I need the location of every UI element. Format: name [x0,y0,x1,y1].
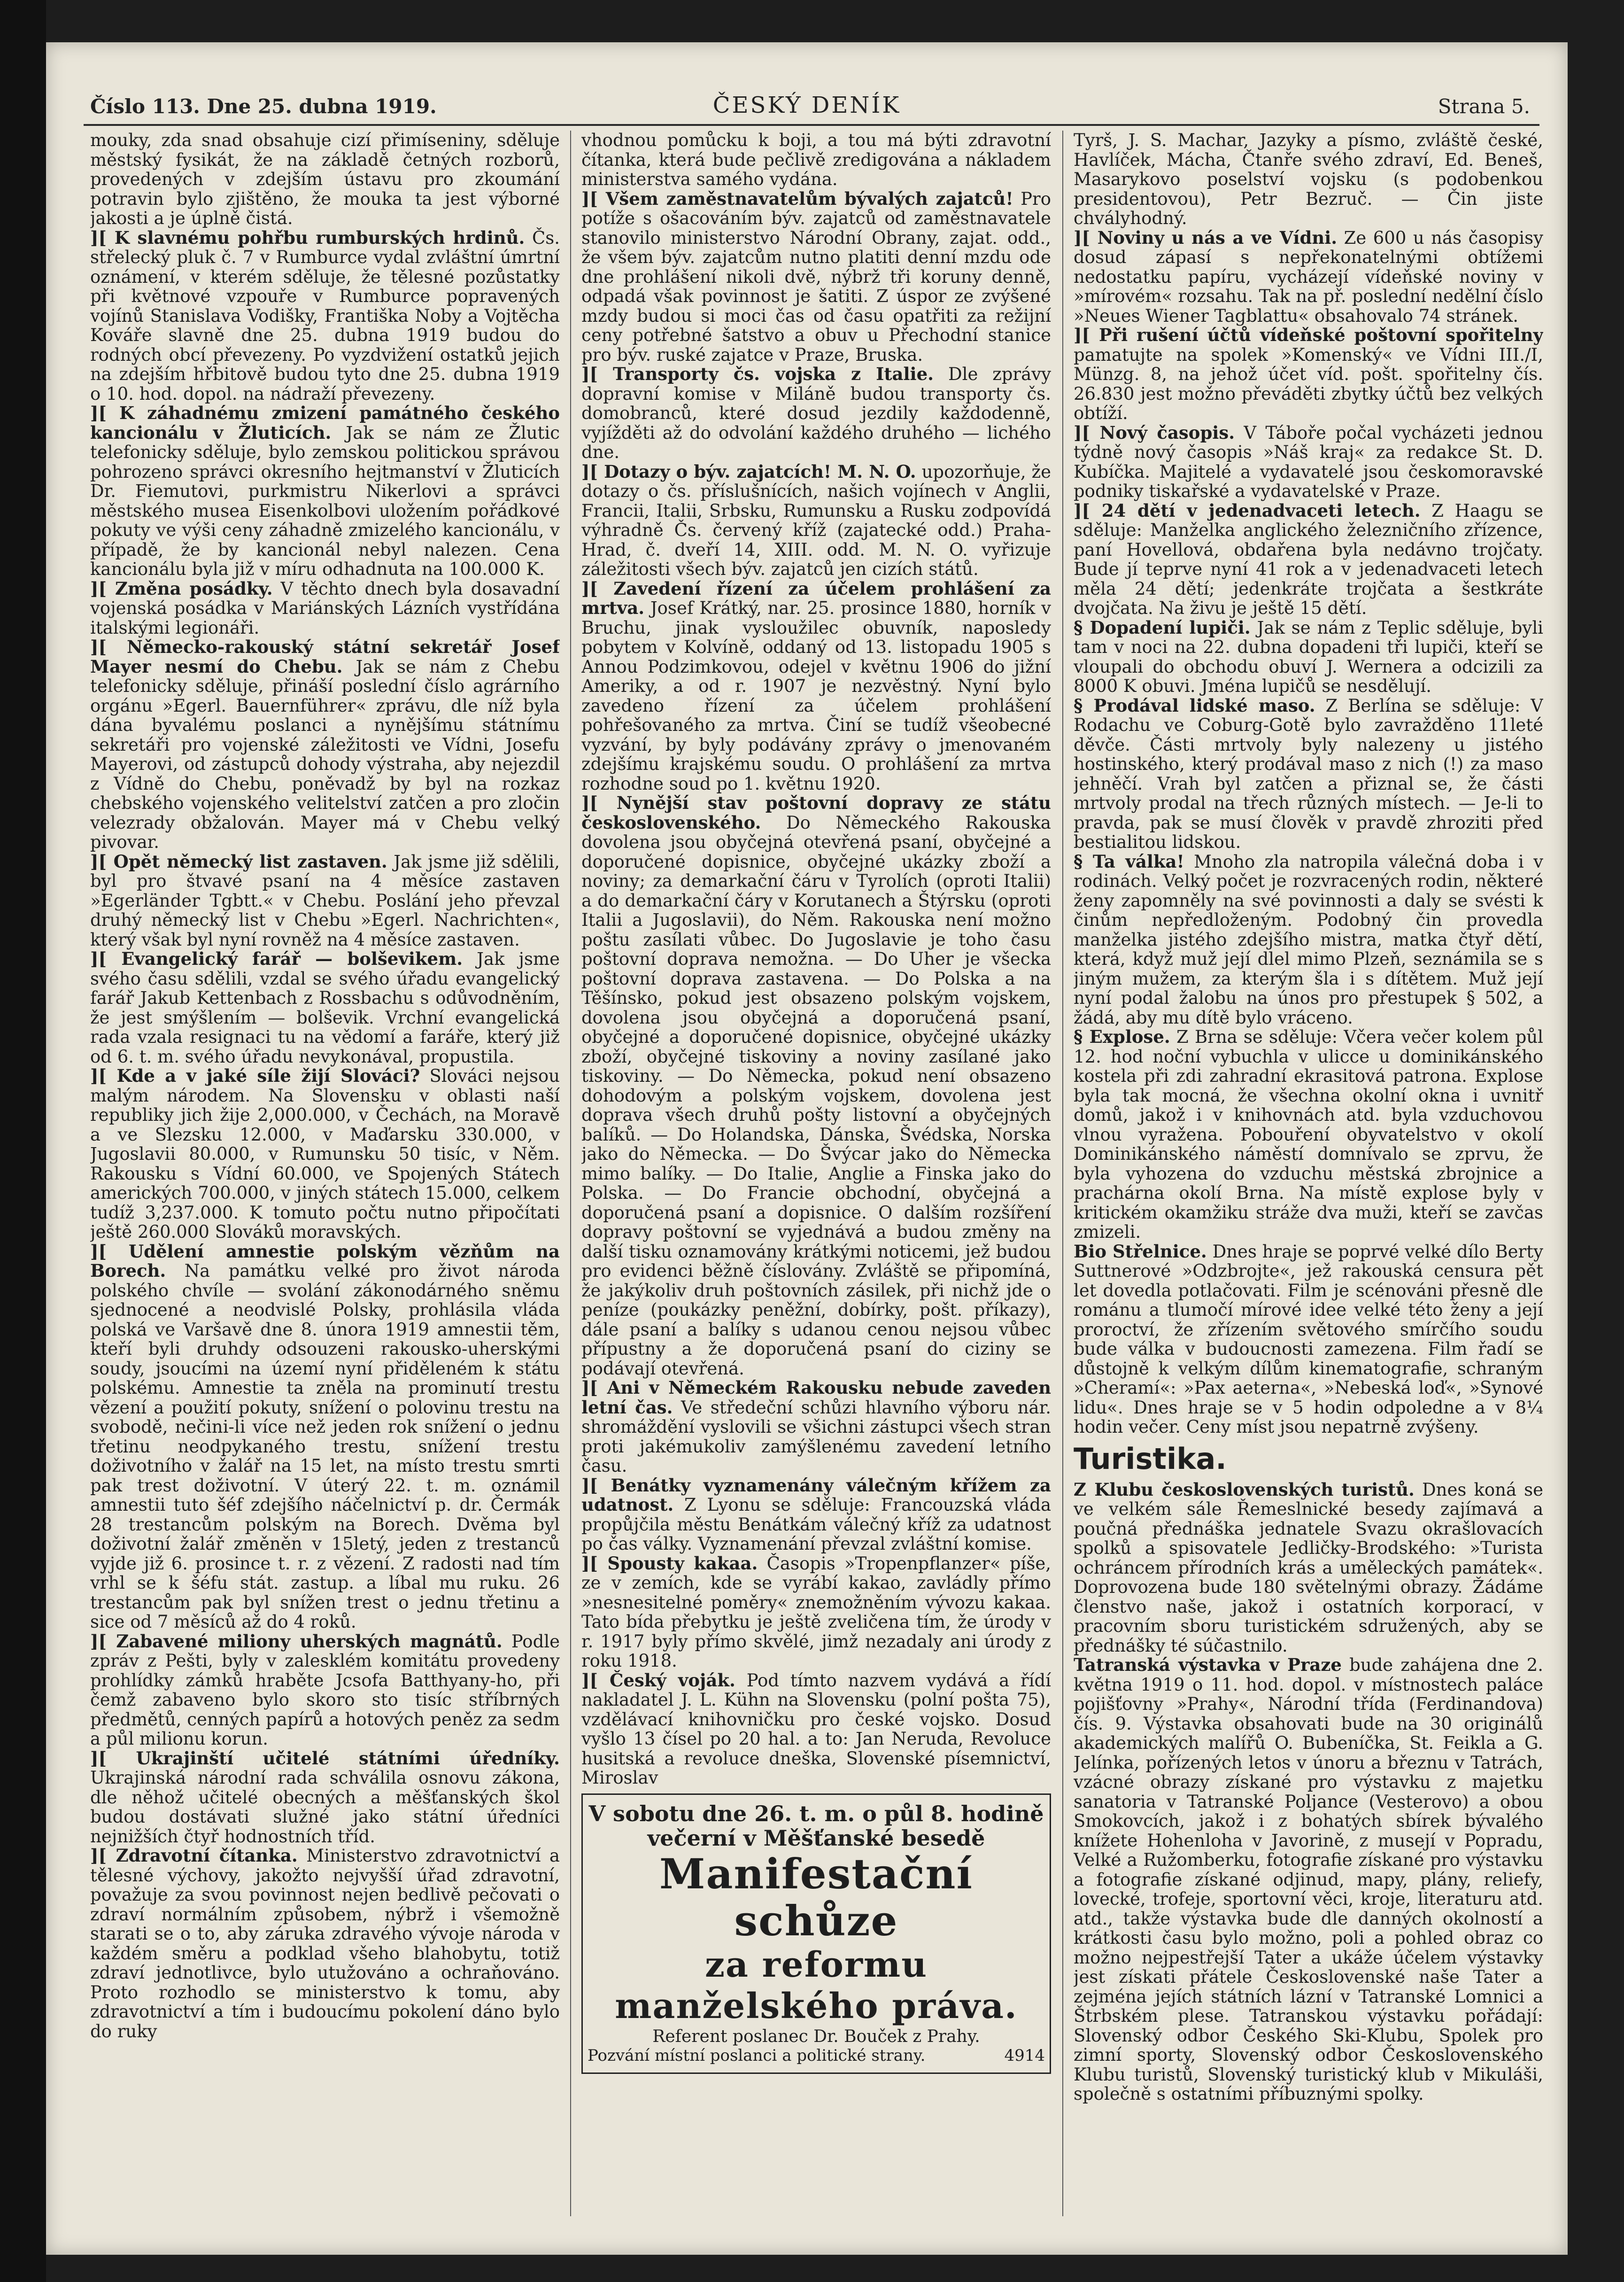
column-2 [581,131,1051,2216]
article-text: V těchto dnech byla dosavadní vojenská posádka v Mariánských Lázních vystřídána italskými legionáři. [90,578,560,638]
article-text: Z Lyonu se sděluje: Francouzská vláda propůjčila městu Benátkám válečný kříž za udatnost po čas války. Vyznamenání převzal zvláštní komise. [581,1495,1051,1554]
article-paragraph [581,1671,1051,1788]
ad-footer [588,2046,1045,2066]
article-text: Ministerstvo zdravotnictví a tělesné výchovy, jakožto nejvyšší úřad zdravotní, považuje za svou povinnost nejen bedlivě pečovati o zdraví normálním způsobem, nýbrž i všemožně starati se o to, aby záruka zdravého vývoje národa v každém směru a podklad všeho blahobytu, totiž zdraví jednotlivce, bylo utužováno a ochraňováno. Proto rozhodlo se ministerstvo k tomu, aby zdravotnictví a tím i budoucímu pokolení dáno bylo do ruky [90,1846,560,2041]
article-headline: § Ta válka! [1074,851,1184,872]
article-paragraph [1074,131,1543,228]
article-paragraph [1074,228,1543,326]
article-paragraph [581,579,1051,794]
article-paragraph [581,365,1051,462]
article-paragraph [1074,1655,1543,2104]
article-paragraph [1074,423,1543,501]
article-text: Jak se nám ze Žlutic telefonicky sděluje, bylo zemskou politickou správou pohrozeno správci okresního hejtmanství v Žluticích Dr. Fiemutovi, purkmistru Nikerlovi a správci městského musea Eisenkolbovi uložením pořádkové pokuty ve výši ceny záhadně zmizelého kancionálu, v případě, že by kancionál nebyl nalezen. Cena kancionálu byla již v míru odhadnuta na 100.000 K. [90,422,560,579]
article-paragraph [90,1846,560,2041]
ad-speaker: Referent poslanec Dr. Bouček z Prahy. [652,2026,980,2046]
article-text: Časopis »Tropenpflanzer« píše, ze v zemích, kde se vyrábí kakao, zavládly přímo »nesnesitelné poměry« znemožněním vývozu kakaa. Tato bída přebytku je ještě zveličena tím, že úrody v r. 1917 byly přímo skvělé, jimž nezadaly ani úrody z roku 1918. [581,1553,1051,1671]
article-paragraph [581,1476,1051,1554]
article-text: upozorňuje, že dotazy o čs. příslušnících, našich vojínech v Anglii, Francii, Italii, Srbsku, Rumunsku a Rusku zodpovídá výhradně Čs. červený kříž (zajatecké odd.) Praha-Hrad, č. dveří 14, XIII. odd. M. N. O. vyřizuje záležitosti všech býv. zajatců jen cizích států. [581,461,1051,579]
article-text: Z Brna se sděluje: Včera večer kolem půl 12. hod noční vybuchla v ulicce u dominikánského kostela při zdi zahradní ekrasitová patrona. Explose byla tak mocná, že všechna okolní okna i uvnitř domů, jakož i v knihovnách atd. byla vzduchovou vlnou vyražena. Pobouření obyvatelstvo v okolí Dominikánského náměstí domnívalo se zprvu, že byla vyhozena do vzduchu městská zbrojnice a prachárna okolí Brna. Na místě explose byly v kritickém okamžiku stráže dva muži, kteří se zavčas zmizeli. [1074,1027,1543,1242]
article-text: Ze 600 u nás časopisy dosud zápasí s nepřekonatelnými obtížemi nedostatku papíru, vycházejí vídeňské noviny v »mírovém« rozsahu. Tak na př. poslední nedělní číslo »Neues Wiener Tagblattu« obsahovalo 74 stránek. [1074,227,1543,326]
article-headline: ][ Zdravotní čítanka. [90,1845,298,1866]
article-paragraph [581,1378,1051,1476]
article-paragraph [1074,618,1543,696]
article-headline: ][ Spousty kakaa. [581,1552,758,1574]
article-text: Pod tímto nazvem vydává a řídí nakladatel J. L. Kühn na Slovensku (polní pošta 75), vzdělávací knihovničku pro české vojsko. Dosud vyšlo 13 čísel po 20 hal. a to: Jan Neruda, Revoluce husitská a revoluce dneška, Slovenské písemnictví, Miroslav [581,1670,1051,1788]
article-headline: ][ 24 dětí v jedenadvaceti letech. [1074,500,1421,521]
article-paragraph [581,189,1051,365]
article-headline: ][ Udělení amnestie polským vězňům na Borech. [90,1241,560,1281]
article-text: Jak jsme svého času sdělili, vzdal se svého úřadu evangelický farář Jakub Kettenbach z Rossbachu s odůvodněním, že jest smýšlením — bolševik. Vrchní evangelická rada vzala resignaci tu na vědomí a faráře, který již od 6. t. m. svého úřadu nevykonával, propustila. [90,949,560,1067]
article-text: Jak jsme již sdělili, byl pro štvavé psaní na 4 měsíce zastaven »Egerländer Tgbtt.« v Chebu. Poslání jeho převzal druhý německý list v Chebu »Egerl. Nachrichten«, který však byl nyní rovněž na 4 měsíce zastaven. [90,851,560,950]
article-headline: ][ Německo-rakouský státní sekretář Josef Mayer nesmí do Chebu. [90,636,560,677]
article-headline: § Explose. [1074,1026,1170,1047]
ad-invitation: Pozvání místní poslanci a politické strany. [588,2046,926,2065]
article-text: Pro potíže s ošacováním býv. zajatců od zaměstnavatele stanovilo ministerstvo Národní Obrany, zajat. odd., že všem býv. zajatcům nutno platiti denní mzdu ode dne prohlášení nikoli dvě, nýbrž tři koruny denně, odpadá však povinnost je šatiti. Z úspor ze zvýšené mzdy budou si moci čas od času opatřiti za režijní ceny potřebné šatstvo a obuv u Přechodní stanice pro býv. ruské zajatce v Praze, Bruska. [581,188,1051,365]
article-headline: ][ Benátky vyznamenány válečným křížem za udatnost. [581,1475,1051,1515]
article-headline: Z Klubu československých turistů. [1074,1479,1415,1500]
article-text: vhodnou pomůcku k boji, a tou má býti zdravotní čítanka, která bude pečlivě zredigována a nákladem ministerstva samého vydána. [581,131,1051,189]
article-text: Ukrajinská národní rada schválila osnovu zákona, dle něhož učitelé obecných a měšťanských škol budou dostávati služné jako státní úředníci nejnižších čtyř hodnostních tříd. [90,1768,560,1847]
article-paragraph [581,1554,1051,1671]
article-paragraph [90,852,560,950]
article-paragraph [581,793,1051,1378]
column-divider [570,131,571,2216]
article-paragraph [1074,852,1543,1028]
article-headline: ][ Zabavené miliony uherských magnátů. [90,1630,503,1652]
ad-line-1: V sobotu dne 26. t. m. o půl 8. hodině večerní v Měšťanské besedě [588,1801,1044,1851]
ad-subheadline: za reformu manželského práva. [615,1944,1018,2026]
article-paragraph [90,949,560,1066]
article-headline: ][ Ani v Německém Rakousku nebude zaveden letní čas. [581,1377,1051,1418]
column-3 [1074,131,1543,2216]
newspaper-page [46,42,1568,2255]
article-headline: Bio Střelnice. [1074,1241,1207,1262]
article-text: Slováci nejsou malým národem. Na Slovensku v oblasti naší republiky jich žije 2,000.000, v Čechách, na Moravě a ve Slezsku 12.000, v Maďarsku 330.000, v Jugoslavii 80.000, v Rumunsku 50 tisíc, v Něm. Rakousku s Vídní 60.000, ve Spojených Státech amerických 700.000, v jiných státech 15.000, celkem tudíž 3,237.000. K tomuto počtu nutno připočítati ještě 260.000 Slováků moravských. [90,1066,560,1242]
column-divider [1062,131,1063,2216]
article-headline: ][ Všem zaměstnavatelům bývalých zajatců! [581,188,1013,209]
article-paragraph [1074,696,1543,852]
article-paragraph [581,462,1051,579]
article-text: Tyrš, J. S. Machar, Jazyky a písmo, zvláště české, Havlíček, Mácha, Čtanře svého zdraví, Ed. Beneš, Masarykovo poselství vojsku (s podobenkou presidentovou), Petr Bezruč. — Čin jiste chvályhodný. [1074,131,1543,228]
article-paragraph [1074,1242,1543,1437]
ad-code: 4914 [1004,2046,1045,2065]
article-text: Dle zprávy dopravní komise v Miláně budou transporty čs. domobranců, které dosud jezdily každodenně, vyjížděti až do odvolání každého druhého — lichého dne. [581,364,1051,462]
article-headline: ][ Změna posádky. [90,578,273,599]
article-text: Mnoho zla natropila válečná doba i v rodinách. Velký počet je rozvracených rodin, některé ženy zapomněly na své povinnosti a daly se svésti k činům nepředloženým. Podobný čin provedla manželka jistého zdejšího mistra, matka čtyř dětí, která, když muž její dlel mimo Plzeň, seznámila se s jiným mužem, za kterým šla i s dítětem. Muž její nyní podal žalobu na únos pro přestupek § 502, a žádá, aby mu dítě bylo vráceno. [1074,851,1543,1028]
section-heading-turistika: Turistika. [1074,1441,1227,1476]
article-text: Dnes koná se ve velkém sále Řemeslnické besedy zajímavá a poučná přednáška jednatele Svazu okrašlovacích spolků a spisovatele Jedličky-Brodského: »Turista ochráncem přírodních krás a uměleckých památek«. Doprovozena bude 180 světelnými obrazy. Žádáme členstvo naše, jakož i ostatních korporací, v pracovním sboru turistickém sdružených, aby se přednášky té súčastnilo. [1074,1479,1543,1656]
column-1 [90,131,560,2216]
article-headline: ][ K záhadnému zmizení památného českého kancionálu v Žluticích. [90,403,560,443]
article-paragraph [90,131,560,228]
article-paragraph [1074,326,1543,423]
article-text: Jak se nám z Chebu telefonicky sděluje, přináší poslední číslo agrárního orgánu »Egerl. Bauernführer« zprávu, dle níž byla dána byvalému poslanci a nynějšímu státnímu sekretáři pro vojenské záležitosti ve Vídni, Josefu Mayerovi, od zástupců dohody výstraha, aby nejezdil z Vídně do Chebu, poněvadž by byl na rozkaz chebského vojenského velitelství zatčen a pro zločin velezrady obžalován. Mayer má v Chebu velký pivovar. [90,656,560,852]
article-headline: ][ Transporty čs. vojska z Italie. [581,364,934,384]
article-paragraph [90,1242,560,1632]
article-text: Jak se nám z Teplic sděluje, byli tam v noci na 22. dubna dopadeni tři lupiči, kteří se vloupali do obchodu obuví J. Wernera a odcizili za 8000 K obuvi. Jména lupičů se nesdělují. [1074,617,1543,696]
article-headline: ][ Český voják. [581,1669,735,1691]
article-paragraph [1074,501,1543,618]
article-text: bude zahájena dne 2. května 1919 o 11. hod. dopol. v místnostech paláce pojišťovny »Prahy«, Národní třída (Ferdinandova) čís. 9. Výstavka obsahovati bude na 30 originálů akademických malířů O. Bubeníčka, St. Feikla a G. Jelínka, pořízených letos v únoru a březnu v Tatrách, vzácné obrazy získané pro výstavku z majetku sanatoria v Tatranské Poljance (Vesterovo) a obou Smokovcích, jakož i z bohatých sbírek bývalého knížete Hohenloha v Javorině, z musejí v Popradu, Velké a Ružomberku, fotografie získané pro výstavku a fotografie získané odjinud, mapy, plány, reliefy, lovecké, trofeje, sportovní věci, kroje, literaturu atd. atd., takže výstavka bude dle danných okolností a krátkosti času bylo možno, poli a pohled obraz co možno nejpestřejší Tater a ukáže účelem výstavky jest získati přátele Československé naše Tater a zejména jejích státních lázní v Tatranské Lomnici a Štrbském plese. Tatranskou výstavku pořádají: Slovenský odbor Českého Ski-Klubu, Spolek pro zimní sporty, Slovenský odbor Československého Klubu turistů, Slovenský turistický klub v Mikuláši, společně s ostatními příbuznými spolky. [1074,1655,1543,2104]
article-headline: § Prodával lidské maso. [1074,695,1315,716]
article-paragraph [1074,1480,1543,1656]
article-headline: ][ K slavnému pohřbu rumburských hrdinů. [90,227,525,248]
article-headline: ][ Opět německý list zastaven. [90,851,387,872]
article-text: Na památku velké pro život národa polského chvíle — svolání zákonodárného sněmu sjednocené a neodvislé Polsky, prohlásila vláda polská ve Varšavě dne 8. února 1919 amnestii těm, kteří byli druhdy odsouzeni rakousko-uherskými soudy, jsoucími na území nyní přiděleném k státu polskému. Amnestie ta zněla na prominutí trestu vězení a použití pokuty, snížení o polovinu trestu na svobodě, nečini-li více než jeden rok snížení o jednu třetinu neodpykaného trestu, snížení trestu doživotního v žalář na 15 let, na místo trestu smrti pak trest doživotní. V úterý 22. t. m. oznámil amnestii tuto šéf zdejšího náčelnictví p. dr. Čermák 28 trestancům polským na Borech. Dvěma byl doživotní žalář změněn v 15letý, jeden z trestanců vyjde již 6. prosince t. r. z vězení. Z radosti nad tím vrhl se k šéfu stát. zastup. a líbal mu ruku. 26 trestancům pak byl snížen trest o jednu třetinu a sice od 7 měsíců až do 4 roků. [90,1261,560,1632]
article-headline: ][ Ukrajinští učitelé státními úředníky. [90,1747,560,1769]
article-text: Do Německého Rakouska dovolena jsou obyčejná otevřená psaní, obyčejné a doporučené dopisnice, obyčejné ukázky zboží a noviny; za demarkační čáru v Tyrolích (oproti Italii) a do demarkační čáry v Korutanech a Štýrsku (oproti Italii a Jugoslavii), do Něm. Rakouska není možno poštu zasílati vůbec. Do Jugoslavie je toho času poštovní doprava nemožna. — Do Uher je všecka poštovní doprava zastavena. — Do Polska a na Těšínsko, pokud jest obsazeno polským vojskem, dovolena jsou obyčejná a doporučená psaní, obyčejné a doporučené dopisnice, obyčejné ukázky zboží, obyčejné tiskoviny a noviny zasílané jako tiskoviny. — Do Německa, pokud není obsazeno dohodovým a polským vojskem, dovolena jest doprava všech druhů pošty listovní a obyčejných balíků. — Do Holandska, Dánska, Švédska, Norska jako do Německa. — Do Švýcar jako do Německa mimo balíky. — Do Italie, Anglie a Finska jako do Polska. — Do Francie obchodní, obyčejná a doporučená psaní a dopisnice. O dalším rozšíření dopravy poštovní se vyjednává a budou změny na další tisku oznamovány krátkými noticemi, jež budou pro evidenci běžně číslovány. Zvláště se připomíná, že jakýkoliv druh poštovních zásilek, při nichž jde o peníze (poukázky peněžní, dobírky, pošt. příkazy), dále psaní a balíky s udanou cenou nejsou vůbec přípustny a že doporučená psaní do ciziny se podávají otevřená. [581,812,1051,1379]
ad-headline: Manifestační schůze [659,1849,973,1945]
article-paragraph [90,228,560,404]
article-headline: ][ Dotazy o býv. zajatcích! M. N. O. [581,461,916,482]
header-rule [84,124,1539,126]
article-headline: ][ Kde a v jaké síle žijí Slováci? [90,1065,420,1086]
page-number: Strana 5. [1438,95,1530,118]
article-text: Podle zpráv z Pešti, byly v zalesklém komitátu provedeny prohlídky zámků hraběte Jcsofa Batthyany-ho, při čemž zabaveno bylo skoro sto tisíc stříbrných předmětů, cenných papírů a hotových peněz za sedm a půl milionu korun. [90,1631,560,1749]
article-paragraph [90,1749,560,1847]
article-headline: Tatranská výstavka v Praze [1074,1654,1342,1675]
article-text: Čs. střelecký pluk č. 7 v Rumburce vydal zvláštní úmrtní oznámení, v kterém sděluje, že tělesné pozůstatky při květnové vzpouře v Rumburce popravených vojínů Stanislava Vodišky, Františka Noby a Vojtěcha Kováře slavně dne 25. dubna 1919 budou do rodných obcí převezeny. Po vyzdvižení ostatků jejich na zdejším hřbitově budou tyto dne 25. dubna 1919 o 10. hod. dopol. na nádraží převezeny. [90,227,560,404]
issue-info: Číslo 113. Dne 25. dubna 1919. [90,95,437,118]
article-text: Ve středeční schůzi hlavního výboru nár. shromáždění vyslovili se všichni zástupci všech stran proti jakémukoliv zamýšlenému zavedení letního času. [581,1397,1051,1476]
masthead-title: ČESKÝ DENÍK [712,92,901,118]
article-text: Z Haagu se sděluje: Manželka anglického železničního zřízence, paní Hovellová, obdařena byla nedávno trojčaty. Bude jí teprve nyní 41 rok a v jedenadvaceti letech měla 24 dětí; jedenkráte trojčata a šestkráte dvojčata. Na živu je ještě 15 dětí. [1074,500,1543,618]
article-headline: § Dopadení lupiči. [1074,617,1251,638]
article-headline: ][ Noviny u nás a ve Vídni. [1074,227,1338,248]
article-text: mouky, zda snad obsahuje cizí přimíseniny, sděluje městský fysikát, že na základě četných rozborů, provedených v zdejším ústavu pro zkoumání potravin bylo zjištěno, že mouka ta jest výborné jakosti a je úplně čistá. [90,131,560,228]
article-headline: ][ Nynější stav poštovní dopravy ze státu československého. [581,792,1051,833]
article-paragraph [90,1066,560,1242]
article-paragraph [90,404,560,579]
article-headline: ][ Evangelický farář — bolševikem. [90,948,463,969]
advertisement-box [581,1793,1051,2074]
article-text: Josef Krátký, nar. 25. prosince 1880, horník v Bruchu, jinak vysloužilec obuvník, naposledy pobytem v Kolvíně, oddaný od 13. listopadu 1905 s Annou Podzimkovou, odejel v květnu 1906 do jižní Ameriky, a od r. 1907 je nezvěstný. Nyní bylo zavedeno řízení za účelem prohlášení pohřešovaného za mrtva. Činí se tudíž všeobecné vyzvání, by byly podávány zprávy o jmenovaném zdejšímu krajskému soudu. O prohlášení za mrtva rozhodne soud po 1. květnu 1920. [581,598,1051,794]
article-paragraph [90,637,560,852]
article-text: Z Berlína se sděluje: V Rodachu ve Coburg-Gotě bylo zavražděno 11leté děvče. Části mrtvoly byly nalezeny u jistého hostinského, který prodával maso z nich (!) za maso jehněčí. Vrah byl zatčen a přiznal se, že části mrtvoly prodal na třech různých místech. — Je-li to pravda, pak se musí člověk v pravdě zhroziti před bestialitou lidskou. [1074,695,1543,852]
article-text: V Táboře počal vycházeti jednou týdně nový časopis »Náš kraj« za redakce St. D. Kubíčka. Majitelé a vydavatelé jsou českomoravské podniky tiskařské a vydavatelské v Praze. [1074,422,1543,501]
article-paragraph [90,579,560,638]
article-paragraph [90,1632,560,1749]
article-paragraph [1074,1027,1543,1242]
scan-border [0,0,46,2282]
article-paragraph [581,131,1051,189]
article-text: Dnes hraje se poprvé velké dílo Berty Suttnerové »Odzbrojte«, jež rakouská censura pět let dovedla potlačovati. Film je scénováni přesně dle románu a tlumočí mírové idee velké této ženy a její proroctví, že zřízením světového smírčího soudu bude válka v budoucnosti zamezena. Film řadí se důstojně k velkým dílům kinematografie, schraným »Cheramí«: »Pax aeterna«, »Nebeská loď«, »Synové lidu«. Dnes hraje se v 5 hodin odpoledne a v 8¼ hodin večer. Ceny míst jsou nepatrně zvýšeny. [1074,1241,1543,1437]
article-headline: ][ Nový časopis. [1074,422,1235,443]
article-headline: ][ Zavedení řízení za účelem prohlášení za mrtva. [581,578,1051,618]
article-headline: ][ Při rušení účtů vídeňské poštovní spořitelny [1074,325,1543,345]
article-text: pamatujte na spolek »Komenský« ve Vídni III./I, Münzg. 8, na jehož účet víd. pošt. spořitelny čís. 26.830 jest možno převáděti zbytky účtů bez velkých obtíží. [1074,344,1543,423]
